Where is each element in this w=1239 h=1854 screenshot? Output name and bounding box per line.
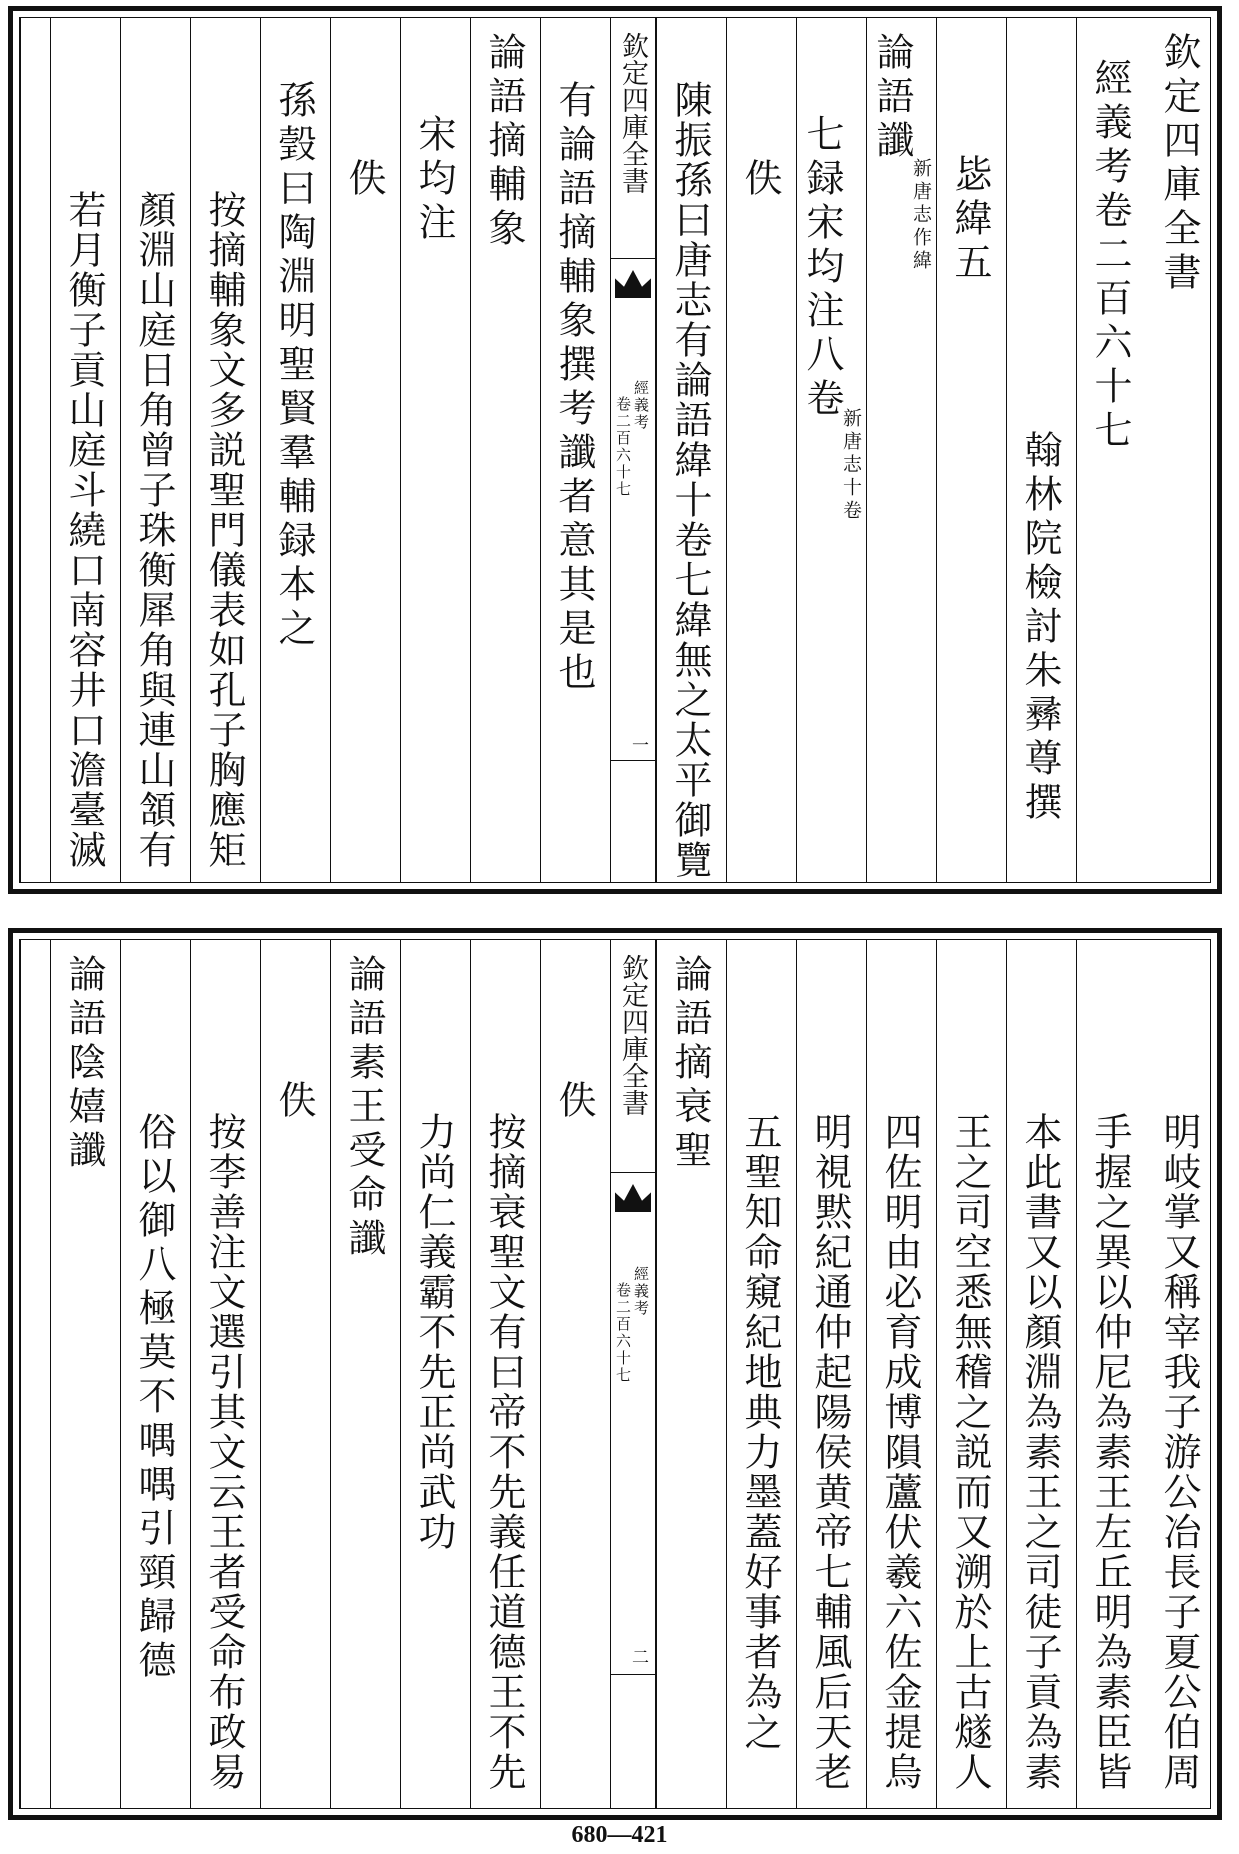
- top-margin-col: [20, 18, 50, 882]
- bottom-col-2-text: 手握之異以仲尼為素王左丘明為素臣皆: [1088, 1112, 1132, 1792]
- top-col-7: [726, 18, 796, 882]
- top-center-leaf: 一: [628, 736, 648, 757]
- top-col-11-text: 宋均注: [412, 114, 456, 246]
- top-col-14: [190, 18, 260, 882]
- bottom-center-subtitle-right: 卷二百六十七: [614, 1282, 632, 1384]
- bottom-col-16: [50, 940, 120, 1808]
- bottom-col-7: [726, 940, 796, 1808]
- bottom-col-3-text: 本此書又以顏淵為素王之司徒子貢為素: [1018, 1112, 1062, 1792]
- bottom-col-12: [330, 940, 400, 1808]
- top-fishtail-mark: [615, 270, 651, 298]
- top-col-7-text: 佚: [738, 158, 782, 202]
- bottom-col-8: [656, 940, 726, 1808]
- top-col-9: [540, 18, 610, 882]
- bottom-col-14: [190, 940, 260, 1808]
- top-center-title: 欽定四庫全書: [617, 32, 648, 194]
- top-col-9-text: 有論語摘輔象撰考讖者意其是也: [552, 80, 596, 696]
- top-col-6: [796, 18, 866, 882]
- top-center-lower-rule: [611, 760, 655, 761]
- page-number-footer: 680—421: [571, 1822, 668, 1848]
- bottom-col-4: [936, 940, 1006, 1808]
- top-col-11: [400, 18, 470, 882]
- bottom-col-5: [866, 940, 936, 1808]
- top-center-column: [610, 18, 656, 882]
- bottom-col-16-text: 論語陰嬉讖: [62, 954, 106, 1174]
- bottom-center-leaf: 二: [628, 1648, 648, 1669]
- top-col-4: [936, 18, 1006, 882]
- top-col-1-text: 欽定四庫全書: [1157, 32, 1201, 296]
- bottom-col-14-text: 按李善注文選引其文云王者受命布政易: [202, 1112, 246, 1792]
- top-col-6-note: 新唐志十卷: [840, 408, 862, 523]
- top-col-3: [1006, 18, 1076, 882]
- top-col-6-text: 七録宋均注八卷: [800, 114, 844, 422]
- top-center-subtitle-right: 卷二百六十七: [614, 396, 632, 498]
- bottom-col-1: [1146, 940, 1216, 1808]
- bottom-margin-col: [20, 940, 50, 1808]
- bottom-col-15-text: 俗以御八極莫不喁喁引頸歸德: [132, 1112, 176, 1684]
- bottom-fishtail-mark: [615, 1184, 651, 1212]
- top-col-10-text: 論語摘輔象: [482, 32, 526, 252]
- top-col-3-text: 翰林院檢討朱彞尊撰: [1018, 430, 1062, 826]
- top-col-12: [330, 18, 400, 882]
- bottom-col-6-text: 明視黙紀通仲起陽侯黄帝七輔風后天老: [808, 1112, 852, 1792]
- top-col-16-text: 若月衡子貢山庭斗繞口南容井口澹臺滅: [62, 190, 106, 870]
- top-col-5: [866, 18, 936, 882]
- bottom-col-4-text: 王之司空悉無稽之説而又溯於上古燧人: [948, 1112, 992, 1792]
- bottom-col-6: [796, 940, 866, 1808]
- bottom-col-11: [400, 940, 470, 1808]
- top-page: [8, 6, 1222, 894]
- bottom-col-7-text: 五聖知命窺紀地典力墨蓋好事者為之: [738, 1112, 782, 1752]
- bottom-center-subtitle-left: 經義考: [632, 1266, 650, 1317]
- top-col-13: [260, 18, 330, 882]
- bottom-col-15: [120, 940, 190, 1808]
- top-page-frame: [19, 17, 1211, 883]
- top-col-13-text: 孫瑴曰陶淵明聖賢羣輔録本之: [272, 80, 316, 652]
- top-col-14-text: 按摘輔象文多説聖門儀表如孔子胸應矩: [202, 190, 246, 870]
- top-col-8-text: 陳振孫曰唐志有論語緯十卷七緯無之太平御覽: [668, 80, 712, 880]
- bottom-col-9: [540, 940, 610, 1808]
- top-col-15-text: 顏淵山庭日角曾子珠衡犀角與連山頷有: [132, 190, 176, 870]
- bottom-center-title: 欽定四庫全書: [617, 954, 648, 1116]
- top-col-5-note: 新唐志作緯: [910, 158, 932, 273]
- top-col-8: [656, 18, 726, 882]
- top-center-upper-rule: [611, 258, 655, 259]
- top-col-1: [1146, 18, 1216, 882]
- top-col-15: [120, 18, 190, 882]
- bottom-col-10: [470, 940, 540, 1808]
- top-col-16: [50, 18, 120, 882]
- top-col-10: [470, 18, 540, 882]
- bottom-center-column: [610, 940, 656, 1808]
- bottom-col-2: [1076, 940, 1146, 1808]
- bottom-center-upper-rule: [611, 1172, 655, 1173]
- bottom-col-3: [1006, 940, 1076, 1808]
- top-col-2-text: 經義考卷二百六十七: [1088, 58, 1132, 454]
- top-center-subtitle-left: 經義考: [632, 380, 650, 431]
- bottom-col-10-text: 按摘衰聖文有曰帝不先義任道德王不先: [482, 1112, 526, 1792]
- top-col-12-text: 佚: [342, 158, 386, 202]
- bottom-col-9-text: 佚: [552, 1080, 596, 1124]
- bottom-col-11-text: 力尚仁義霸不先正尚武功: [412, 1112, 456, 1552]
- bottom-page: [8, 928, 1222, 1820]
- top-col-2: [1076, 18, 1146, 882]
- top-col-5-text: 論語讖: [870, 32, 914, 164]
- bottom-col-13-text: 佚: [272, 1080, 316, 1124]
- bottom-col-5-text: 四佐明由必育成博隕蘆伏羲六佐金提烏: [878, 1112, 922, 1792]
- bottom-page-frame: [19, 939, 1211, 1809]
- bottom-col-8-text: 論語摘衰聖: [668, 954, 712, 1174]
- bottom-col-1-text: 明岐掌又稱宰我子游公冶長子夏公伯周: [1157, 1112, 1201, 1792]
- bottom-col-13: [260, 940, 330, 1808]
- top-col-4-text: 毖緯五: [948, 154, 992, 286]
- bottom-center-lower-rule: [611, 1674, 655, 1675]
- bottom-col-12-text: 論語素王受命讖: [342, 954, 386, 1262]
